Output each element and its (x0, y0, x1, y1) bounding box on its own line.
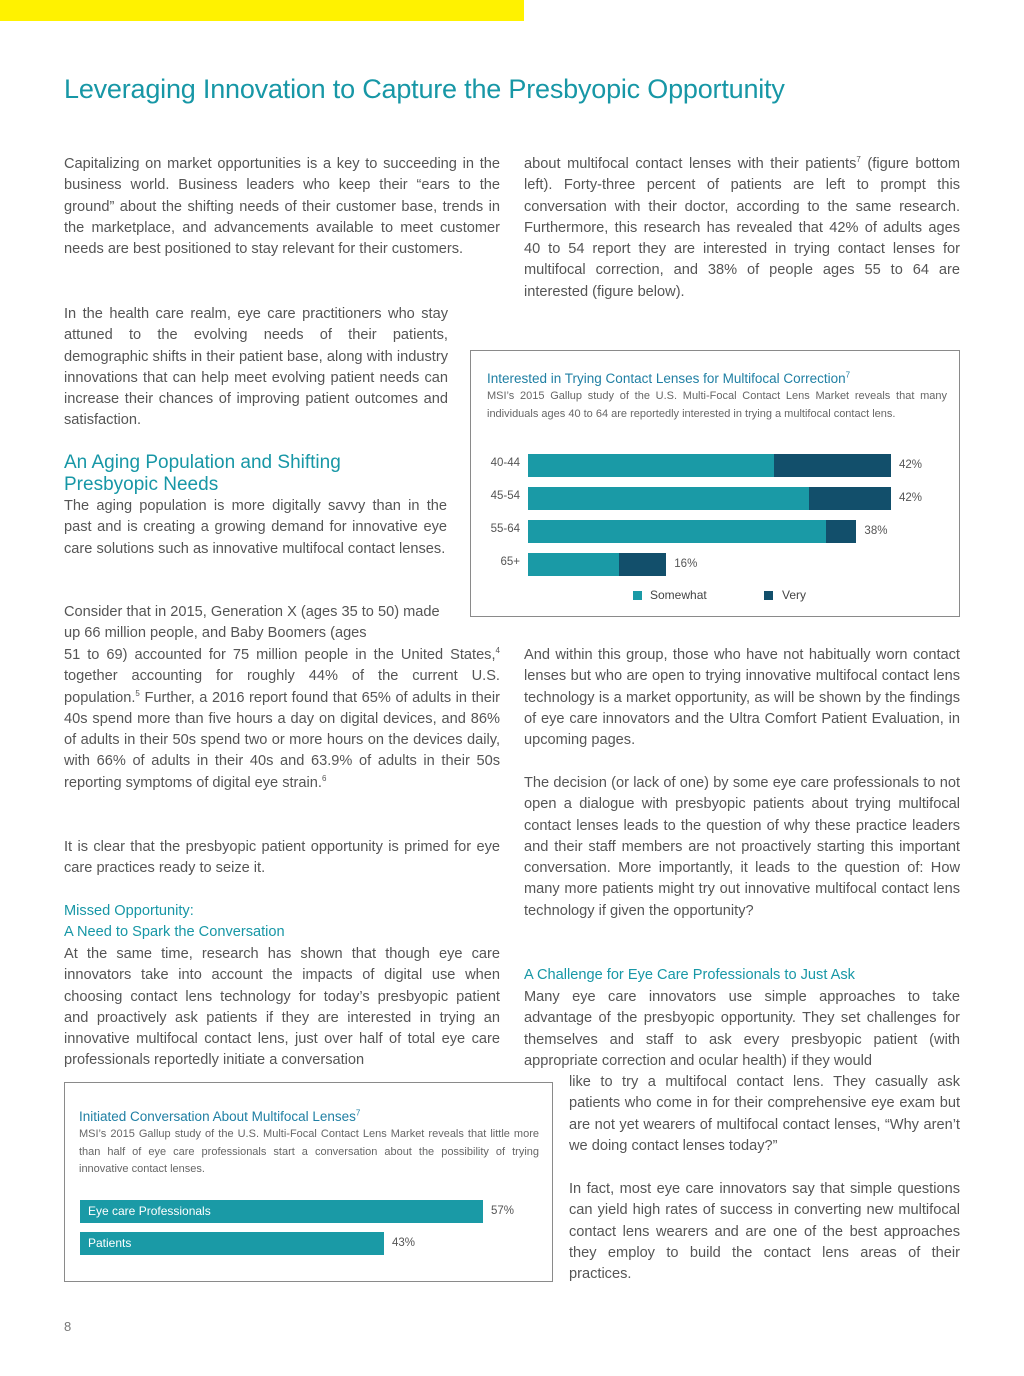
bar-somewhat-55-64 (528, 520, 826, 543)
legend-swatch-very (764, 591, 773, 600)
right-paragraph-5: like to try a multifocal contact lens. They casually ask patients who come in for their comprehensive eye exam but are not yet wearers of multifocal contact lenses, “Why aren’t we doing contact lenses today?” (569, 1074, 960, 1154)
left-paragraph-1: Capitalizing on market opportunities is a key to succeeding in the business world. Business leaders who keep their “ears to the ground” about the shifting needs of their customer base, trends in the marketplace, and advancements available to meet customer needs are best positioned to stay relevant for their customers. (64, 156, 500, 258)
legend-label-very: Very (782, 588, 807, 602)
chart-interest-footnote: 7 (845, 370, 851, 380)
chart-conversation-title (79, 1109, 360, 1124)
category-label: 65+ (500, 556, 520, 568)
total-label: 38% (864, 525, 888, 537)
right-paragraph-4: Many eye care innovators use simple approaches to take advantage of the presbyopic opportunity. They set challenges for themselves and staff to ask every presbyopic patient (with appropriate correction and ocular health) if they would (524, 989, 960, 1069)
bar-somewhat-45-54 (528, 487, 809, 510)
chart-conversation-footnote: 7 (355, 1108, 361, 1118)
legend-swatch-somewhat (633, 591, 642, 600)
total-label: 16% (674, 558, 698, 570)
p4b-text-2: together accounting for roughly 44% of the current U.S. population. (64, 668, 500, 706)
page-title: Leveraging Innovation to Capture the Presbyopic Opportunity (64, 74, 785, 104)
heading-aging-population: An Aging Population and Shifting Presbyopic Needs (64, 452, 341, 495)
value-label: 43% (392, 1237, 416, 1249)
value-label: 57% (491, 1205, 515, 1217)
left-paragraph-4a: Consider that in 2015, Generation X (ages 35 to 50) made up 66 million people, and Baby Boomers (ages (64, 604, 440, 642)
footnote-6: 6 (321, 773, 327, 783)
category-label: 40-44 (490, 457, 520, 469)
heading-missed-opportunity: Missed Opportunity: (64, 903, 194, 919)
bar-category-label: Patients (88, 1236, 132, 1250)
legend-label-somewhat: Somewhat (650, 588, 707, 602)
chart-conversation-title-text: Initiated Conversation About Multifocal Lenses (79, 1109, 356, 1124)
heading-challenge: A Challenge for Eye Care Professionals to Just Ask (524, 967, 855, 983)
chart-conversation-description: MSI’s 2015 Gallup study of the U.S. Multi-Focal Contact Lens Market reveals that little more than half of eye care professionals start a conversation about the possibility of trying innovative contact lenses. (79, 1128, 539, 1175)
bar-very-40-44 (774, 454, 891, 477)
total-label: 42% (899, 492, 923, 504)
right-paragraph-6: In fact, most eye care innovators say that simple questions can yield high rates of success in converting new multifocal contact lens wearers and are one of the best approaches they employ to build the contact lens areas of their practices. (569, 1181, 960, 1283)
total-label: 42% (899, 459, 923, 471)
left-paragraph-6: At the same time, research has shown that though eye care innovators take into account the impacts of digital use when choosing contact lens technology for today’s presbyopic patient and proactively ask patients if they are interested in trying an innovative multifocal contact lens, just over half of total eye care professionals reportedly initiate a conversation (64, 946, 500, 1069)
p4b-text-1: 51 to 69) accounted for 75 million people in the United States, (64, 647, 496, 663)
bar-very-55-64 (826, 520, 856, 543)
footnote-4: 4 (495, 646, 500, 656)
category-label: 55-64 (490, 523, 520, 535)
p4b-text-3: Further, a 2016 report found that 65% of adults in their 40s spend more than five hours a day on digital devices, and 86% of adults in their 50s spend two or more hours on the devices daily, with 66% of adults in their 40s and 63.9% of adults in their 50s reporting symptoms of digital eye strain. (64, 689, 500, 791)
right-paragraph-1 (524, 154, 960, 303)
bar-somewhat-65+ (528, 553, 619, 576)
bar-very-45-54 (809, 487, 891, 510)
left-paragraph-2: In the health care realm, eye care practitioners who stay attuned to the evolving needs of their patients, demographic shifts in their patient base, along with industry innovations that can help meet evolving patient needs can increase their chances of improving patient outcomes and satisfaction. (64, 306, 448, 429)
chart-interest-description: MSI’s 2015 Gallup study of the U.S. Multi-Focal Contact Lens Market reveals that many individuals ages 40 to 64 are reportedly interested in trying a multifocal contact lens. (487, 390, 947, 420)
left-paragraph-5: It is clear that the presbyopic patient opportunity is primed for eye care practices ready to seize it. (64, 839, 500, 877)
left-paragraph-4b (64, 645, 500, 794)
right-paragraph-2: And within this group, those who have not habitually worn contact lenses but who are open to trying innovative multifocal contact lens technology is a market opportunity, as will be shown by the findings of eye care innovators and the Ultra Comfort Patient Evaluation, in upcoming pages. (524, 647, 960, 749)
category-label: 45-54 (490, 490, 520, 502)
bar-very-65+ (619, 553, 667, 576)
bar-category-label: Eye care Professionals (88, 1204, 211, 1218)
rp1-text-1: about multifocal contact lenses with their patients (524, 156, 857, 172)
chart-interest-box (470, 350, 960, 617)
chart-interest-title (487, 371, 850, 386)
rp1-text-2: (figure bottom left). Forty-three percent of patients are left to prompt this conversation with their doctor, according to the same research. Furthermore, this research has revealed that 42% of adults ages 40 to 54 report they are interested in trying contact lenses for multifocal correction, and 38% of people ages 55 to 64 are interested (figure below). (524, 156, 960, 300)
right-paragraph-3: The decision (or lack of one) by some eye care professionals to not open a dialogue with presbyopic patients about trying multifocal contact lenses leads to the question of why these practice leaders and their staff members are not proactively starting this important conversation. More importantly, it leads to the question of: How many more patients might try out innovative multifocal contact lens technology if given the opportunity? (524, 775, 960, 919)
chart-conversation-box (64, 1082, 553, 1282)
bar-somewhat-40-44 (528, 454, 774, 477)
top-accent-bar (0, 0, 524, 21)
left-paragraph-3: The aging population is more digitally savvy than in the past and is creating a growing demand for innovative eye care solutions such as innovative multifocal contact lenses. (64, 498, 447, 557)
footnote-5: 5 (135, 688, 140, 698)
footnote-7: 7 (856, 155, 861, 165)
page-number: 8 (64, 1319, 72, 1334)
heading-spark-conversation: A Need to Spark the Conversation (64, 924, 285, 940)
chart-interest-title-text: Interested in Trying Contact Lenses for Multifocal Correction (487, 371, 846, 386)
